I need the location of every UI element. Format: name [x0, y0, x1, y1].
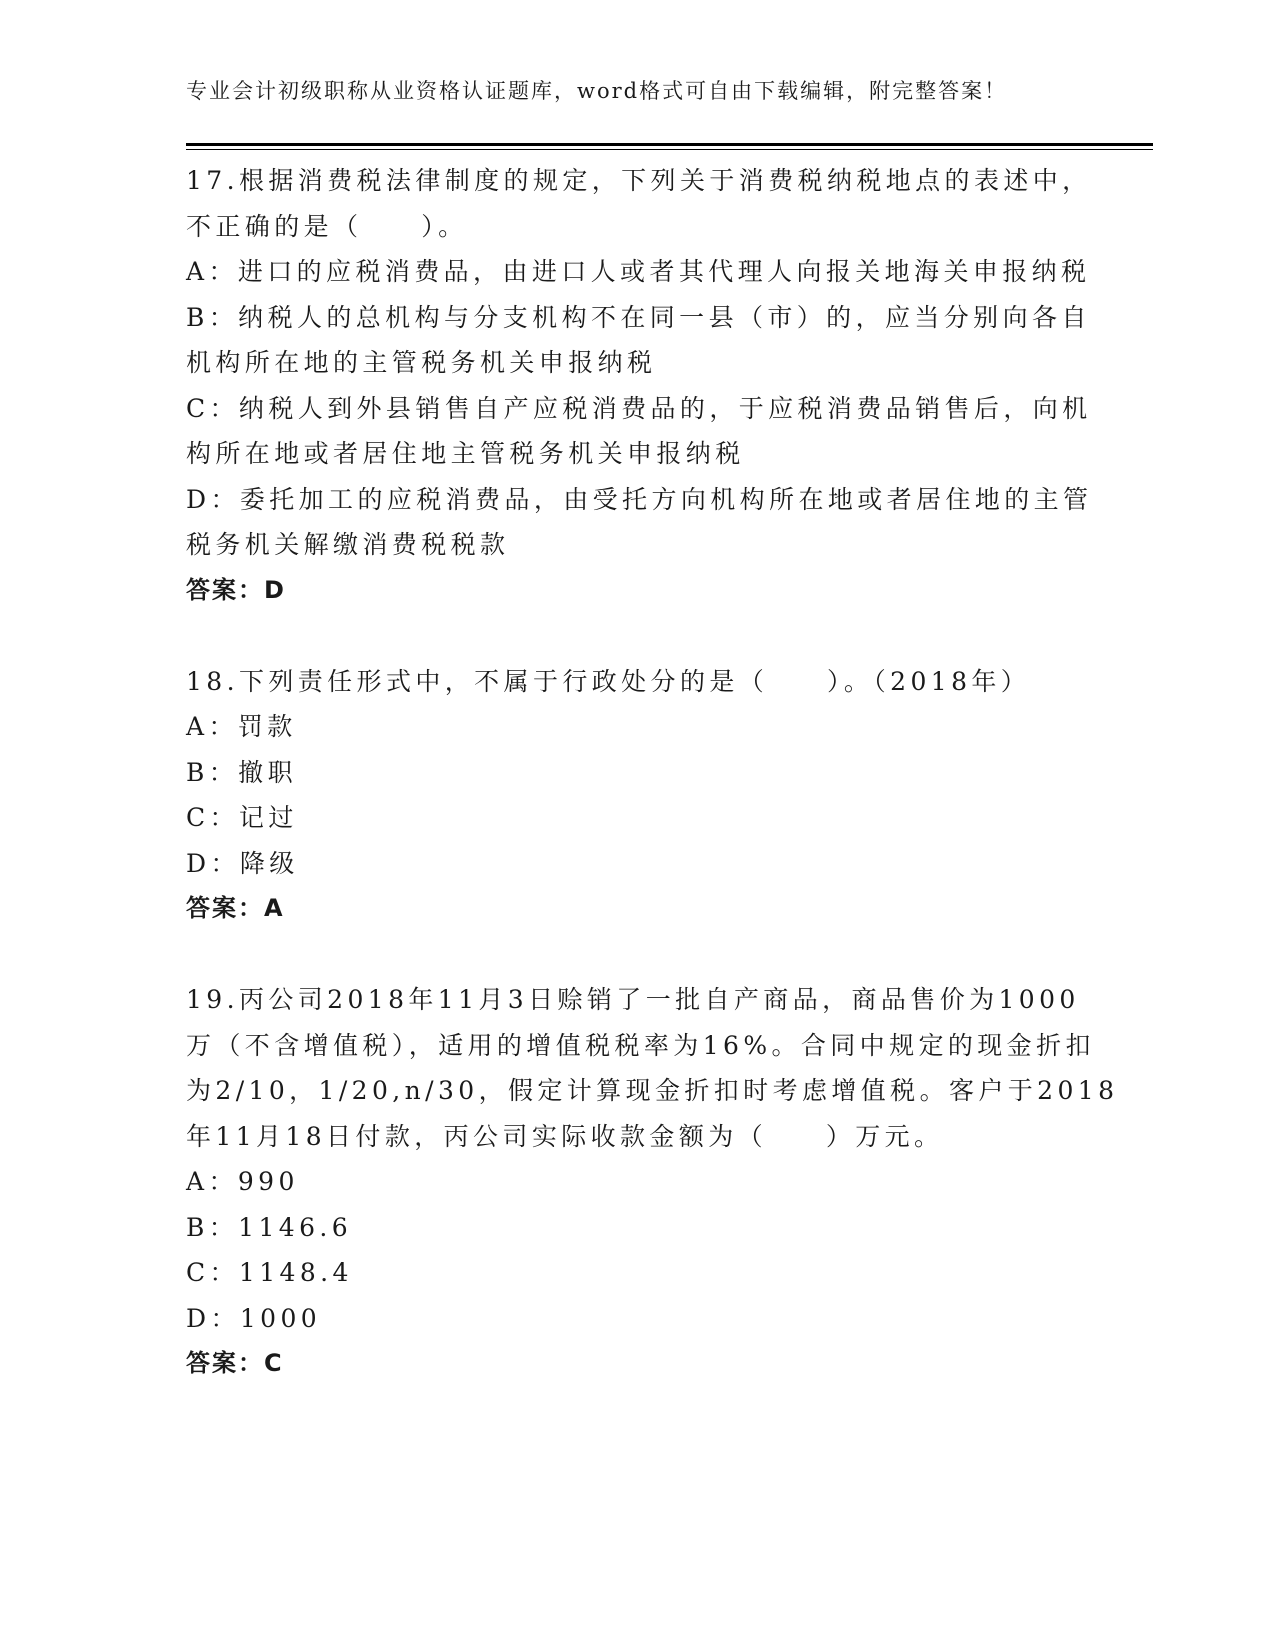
option-b: B：纳税人的总机构与分支机构不在同一县（市）的，应当分别向各自 — [186, 302, 1091, 332]
question-stem-line: 17.根据消费税法律制度的规定，下列关于消费税纳税地点的表述中， — [186, 166, 1092, 195]
question-19 — [186, 977, 1119, 1387]
header-rule-thin — [186, 149, 1153, 150]
header-rule-thick — [186, 143, 1153, 146]
question-stem-line: 不正确的是（ ）。 — [186, 211, 468, 241]
option-c: C：记过 — [186, 803, 298, 832]
question-stem-line: 18.下列责任形式中，不属于行政处分的是（ ）。（2018年） — [186, 666, 1031, 696]
option-a: A：罚款 — [186, 712, 297, 741]
option-a: A：990 — [186, 1167, 299, 1196]
answer-label: 答案：C — [186, 1349, 284, 1377]
question-18 — [186, 659, 1076, 932]
option-b: B：撤职 — [186, 757, 297, 787]
question-spacer — [186, 613, 1076, 659]
answer-label: 答案：A — [186, 894, 285, 922]
page-header: 专业会计初级职称从业资格认证题库，word格式可自由下载编辑，附完整答案！ — [186, 79, 1008, 103]
question-spacer — [186, 932, 1076, 978]
option-d: D：降级 — [186, 848, 299, 878]
option-d: D：委托加工的应税消费品，由受托方向机构所在地或者居住地的主管 — [186, 484, 1093, 514]
option-c: C：纳税人到外县销售自产应税消费品的，于应税消费品销售后，向机 — [186, 393, 1092, 423]
answer-label: 答案：D — [186, 575, 286, 604]
option-b-continued: 机构所在地的主管税务机关申报纳税 — [186, 348, 657, 377]
option-a: A：进口的应税消费品，由进口人或者其代理人向报关地海关申报纳税 — [186, 257, 1091, 286]
question-list — [186, 158, 1119, 1387]
option-b: B：1146.6 — [186, 1212, 353, 1242]
option-d: D：1000 — [186, 1303, 322, 1333]
question-stem-line: 为2/10，1/20,n/30，假定计算现金折扣时考虑增值税。客户于2018 — [186, 1076, 1119, 1105]
option-c: C：1148.4 — [186, 1258, 353, 1287]
question-stem-line: 年11月18日付款，丙公司实际收款金额为（ ）万元。 — [186, 1121, 944, 1151]
question-stem-line: 19.丙公司2018年11月3日赊销了一批自产商品，商品售价为1000 — [186, 985, 1080, 1014]
question-17 — [186, 158, 1093, 613]
question-stem-line: 万（不含增值税），适用的增值税税率为16%。合同中规定的现金折扣 — [186, 1030, 1095, 1060]
option-c-continued: 构所在地或者居住地主管税务机关申报纳税 — [186, 439, 745, 468]
option-d-continued: 税务机关解缴消费税税款 — [186, 530, 510, 559]
